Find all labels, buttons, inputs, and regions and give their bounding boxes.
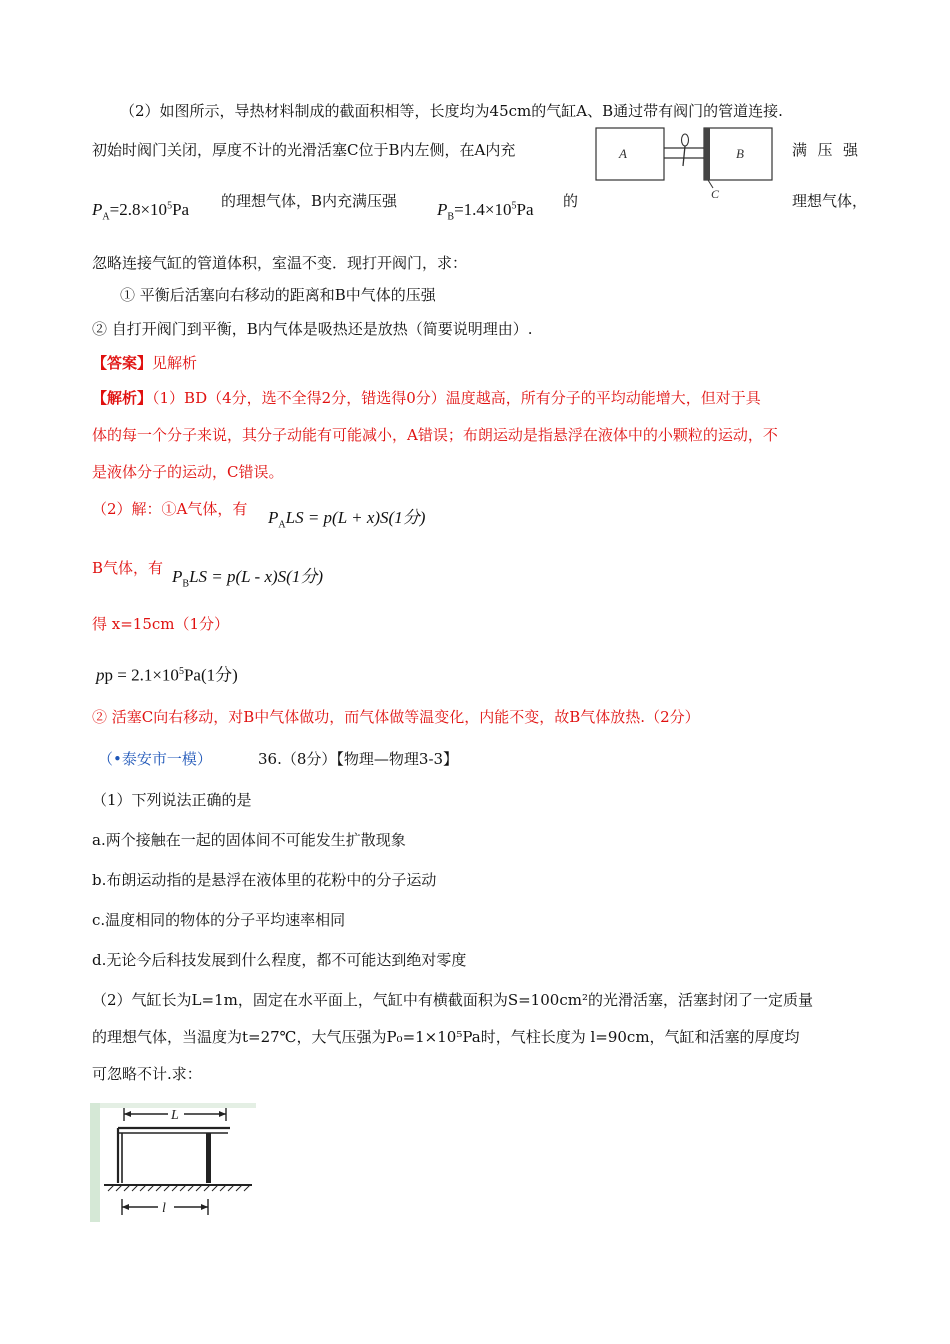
solution-intro: （2）解：①A气体，有 [92, 500, 248, 518]
problem-text-line4: 忽略连接气缸的管道体积，室温不变．现打开阀门，求： [92, 254, 468, 272]
label-big-l: L [171, 1108, 179, 1123]
option-a: a.两个接触在一起的固体间不可能发生扩散现象 [92, 831, 406, 849]
question-1: ① 平衡后活塞向右移动的距离和B中气体的压强 [120, 286, 436, 304]
answer-tag: 【答案】 [92, 354, 153, 372]
piston-c [704, 128, 710, 180]
equation-3: pp = $2.1\times 10^5Pa(1$分) [96, 665, 238, 685]
cylinder-a [596, 128, 664, 180]
problem-text-line2-right: 满 压 强 [792, 141, 858, 159]
answer-text: 见解析 [152, 354, 198, 372]
cylinder-diagram [594, 126, 776, 202]
equation-2: $P_BLS = p(L - x)S(1$分) [172, 567, 323, 590]
analysis-line1: 【解析】（1）BD（4分，选不全得2分，错选得0分）温度越高，所有分子的平均动能增大，但对于具 [92, 389, 761, 407]
result-x: 得 x=15cm（1分） [92, 615, 230, 633]
problem-text-line1: （2）如图所示，导热材料制成的截面积相等，长度均为45cm的气缸A、B通过带有阀门的管道连接. [120, 102, 783, 120]
part1-intro: （1）下列说法正确的是 [92, 791, 252, 809]
question-heading: 36.（8分）【物理—物理3-3】 [258, 750, 459, 768]
label-b: B [736, 146, 744, 161]
pb-expression: $P_B=1.4\times 10^5Pa$ [437, 199, 534, 223]
source-label: （•泰安市一模） [98, 750, 212, 768]
label-small-l: l [162, 1201, 166, 1216]
question-2: ② 自打开阀门到平衡，B内气体是吸热还是放热（简要说明理由）. [92, 320, 533, 338]
pressure-line [92, 196, 189, 227]
cylinder-figure [90, 1103, 256, 1222]
part2-line2: 的理想气体，当温度为t=27℃，大气压强为P₀=1×10⁵Pa时，气柱长度为 l=90cm，气缸和活塞的厚度均 [92, 1028, 800, 1046]
label-c: C [711, 187, 720, 201]
piston [206, 1133, 211, 1183]
conclusion: ② 活塞C向右移动，对B中气体做功，而气体做等温变化，内能不变，故B气体放热.（2分） [92, 708, 700, 726]
part2-line1: （2）气缸长为L=1m，固定在水平面上，气缸中有横截面积为S=100cm²的光滑活塞，活塞封闭了一定质量 [92, 991, 813, 1009]
mid-text: 的理想气体，B内充满压强 [221, 192, 398, 210]
equation-1: $P_ALS = p(L + x)S(1$分) [268, 508, 426, 531]
option-d: d.无论今后科技发展到什么程度，都不可能达到绝对零度 [92, 951, 467, 969]
label-a: A [619, 146, 627, 161]
pb-expression-wrap [437, 196, 534, 227]
b-gas-intro: B气体，有 [92, 559, 164, 577]
option-b: b.布朗运动指的是悬浮在液体里的花粉中的分子运动 [92, 871, 437, 889]
problem-text-line2: 初始时阀门关闭，厚度不计的光滑活塞C位于B内左侧，在A内充 [92, 141, 516, 159]
de-text: 的 [563, 192, 579, 210]
analysis-line2: 体的每一个分子来说，其分子动能有可能减小，A错误；布朗运动是指悬浮在液体中的小颗粒的运动，不 [92, 426, 778, 444]
analysis-tag: 【解析】 [92, 389, 153, 407]
answer-line [92, 353, 197, 373]
valve-icon [682, 134, 689, 166]
pa-expression: $P_A=2.8\times 10^5Pa$ [92, 199, 190, 223]
line3-right: 理想气体， [792, 192, 868, 210]
option-c: c.温度相同的物体的分子平均速率相同 [92, 911, 346, 929]
part2-line3: 可忽略不计.求： [92, 1065, 202, 1083]
analysis-line3: 是液体分子的运动，C错误。 [92, 463, 284, 481]
